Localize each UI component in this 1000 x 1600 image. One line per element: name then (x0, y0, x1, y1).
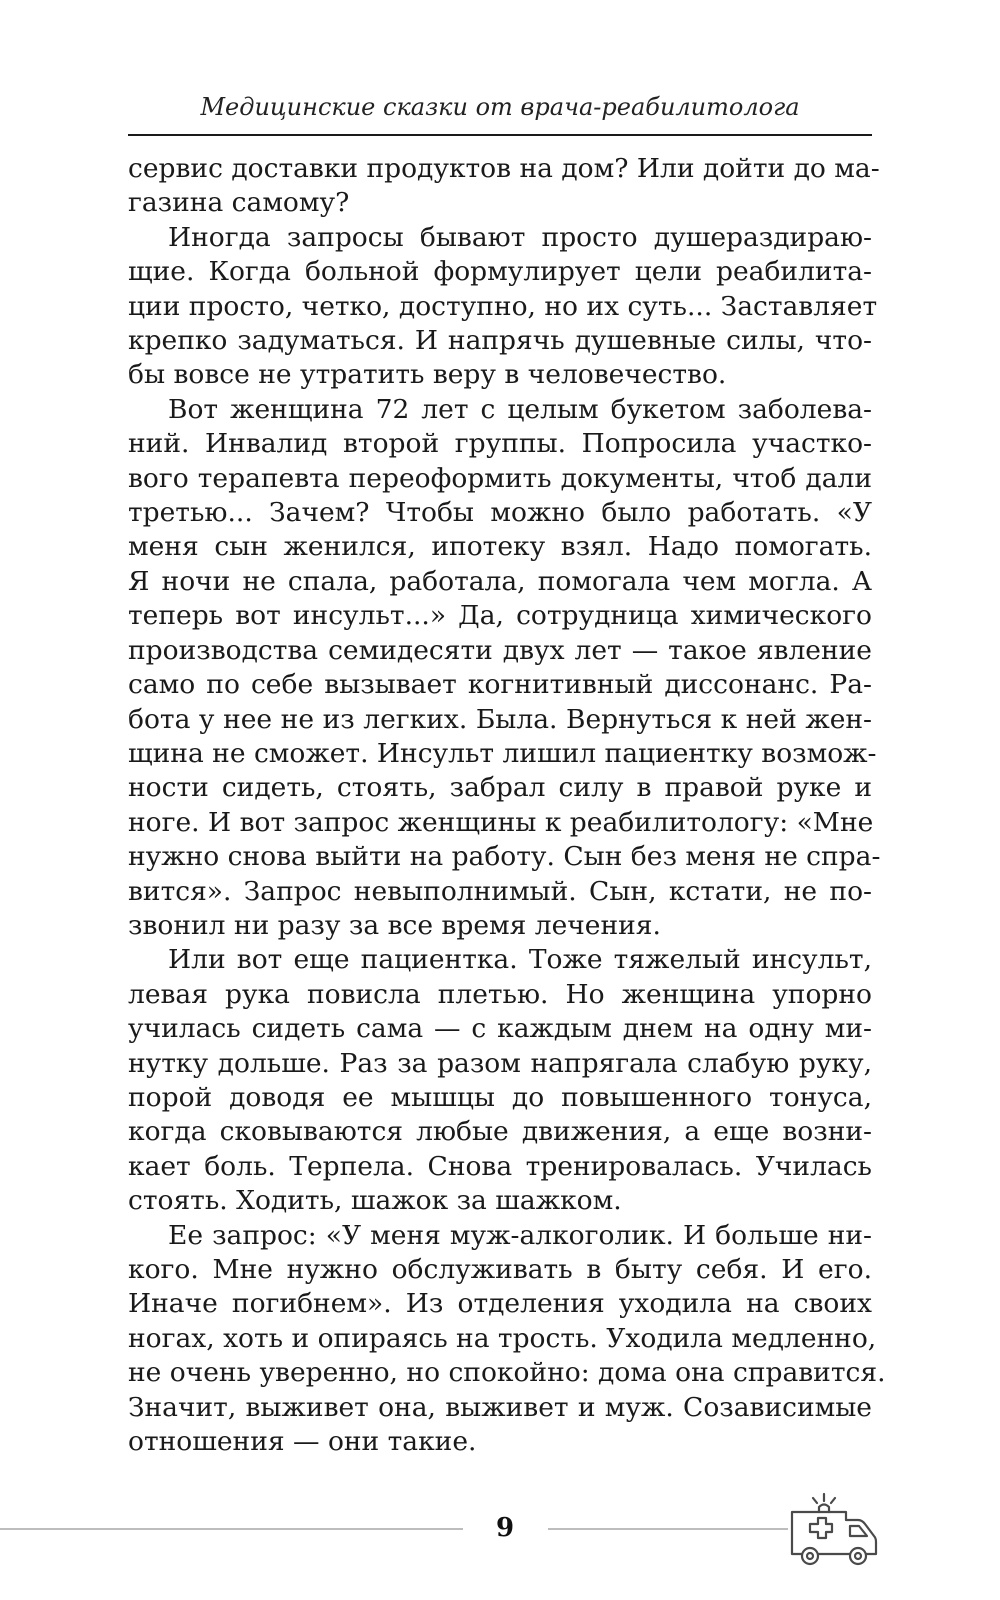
text-line: Вот женщина 72 лет с целым букетом заболева- (168, 393, 872, 425)
text-line: Я ночи не спала, работала, помогала чем могла. А (128, 565, 872, 597)
text-line: Иначе погибнем». Из отделения уходила на своих (128, 1288, 872, 1320)
text-line: сервис доставки продуктов на дом? Или дойти до ма- (128, 153, 880, 184)
text-line: меня сын женился, ипотеку взял. Надо помогать. (128, 531, 872, 563)
header-rule (128, 134, 872, 136)
text-line: левая рука повисла плетью. Но женщина упорно (128, 978, 872, 1010)
text-line: само по себе вызывает когнитивный диссонанс. Ра- (128, 669, 872, 701)
text-line: не очень уверенно, но спокойно: дома она справится. (128, 1357, 886, 1389)
body-text (128, 152, 886, 1459)
text-line: бота у нее не из легких. Была. Вернуться к ней жен- (128, 703, 872, 735)
text-line: ности сидеть, стоять, забрал силу в правой руке и (128, 772, 872, 804)
text-line: нутку дольше. Раз за разом напрягала слабую руку, (128, 1047, 872, 1079)
text-line: Иногда запросы бывают просто душераздираю- (168, 221, 872, 253)
text-line: вого терапевта переоформить документы, чтоб дали (128, 462, 872, 494)
text-line: когда сковываются любые движения, а еще возни- (128, 1116, 872, 1148)
text-line: звонил ни разу за все время лечения. (128, 909, 661, 941)
text-line: вится». Запрос невыполнимый. Сын, кстати, не по- (128, 875, 872, 907)
text-line: третью... Зачем? Чтобы можно было работать. «У (128, 497, 872, 529)
text-line: бы вовсе не утратить веру в человечество. (128, 359, 727, 391)
running-title: Медицинские сказки от врача-реабилитолога (200, 93, 800, 121)
text-line: ноге. И вот запрос женщины к реабилитологу: «Мне (128, 806, 874, 838)
text-line: ногах, хоть и опираясь на трость. Уходила медленно, (128, 1322, 877, 1354)
text-line: теперь вот инсульт...» Да, сотрудница химического (128, 600, 872, 632)
text-line: газина самому? (128, 187, 350, 219)
text-line: Ее запрос: «У меня муж-алкоголик. И больше ни- (168, 1219, 872, 1251)
text-line: производства семидесяти двух лет — такое явление (128, 634, 872, 666)
text-line: стоять. Ходить, шажок за шажком. (128, 1185, 622, 1217)
text-line: кого. Мне нужно обслуживать в быту себя. И его. (128, 1254, 872, 1285)
text-line: щие. Когда больной формулирует цели реабилита- (128, 256, 872, 288)
text-line: крепко задуматься. И напрячь душевные силы, что- (128, 325, 872, 357)
footer-rule-left (0, 1528, 463, 1530)
text-line: нужно снова выйти на работу. Сын без меня не спра- (128, 841, 881, 873)
text-line: ции просто, четко, доступно, но их суть... Заставляет (128, 290, 878, 322)
text-line: порой доводя ее мышцы до повышенного тонуса, (128, 1081, 872, 1113)
text-line: Значит, выживет она, выживет и муж. Созависимые (128, 1391, 872, 1423)
page-number: 9 (495, 1513, 515, 1543)
text-line: ний. Инвалид второй группы. Попросила участко- (128, 428, 872, 460)
ambulance-icon (788, 1488, 884, 1566)
footer-rule-right (548, 1528, 788, 1530)
text-line: Или вот еще пациентка. Тоже тяжелый инсульт, (168, 944, 872, 976)
text-line: училась сидеть сама — с каждым днем на одну ми- (128, 1013, 872, 1045)
text-line: отношения — они такие. (128, 1426, 477, 1458)
text-line: кает боль. Терпела. Снова тренировалась. Училась (128, 1150, 872, 1182)
text-line: щина не сможет. Инсульт лишил пациентку возмож- (128, 737, 877, 769)
